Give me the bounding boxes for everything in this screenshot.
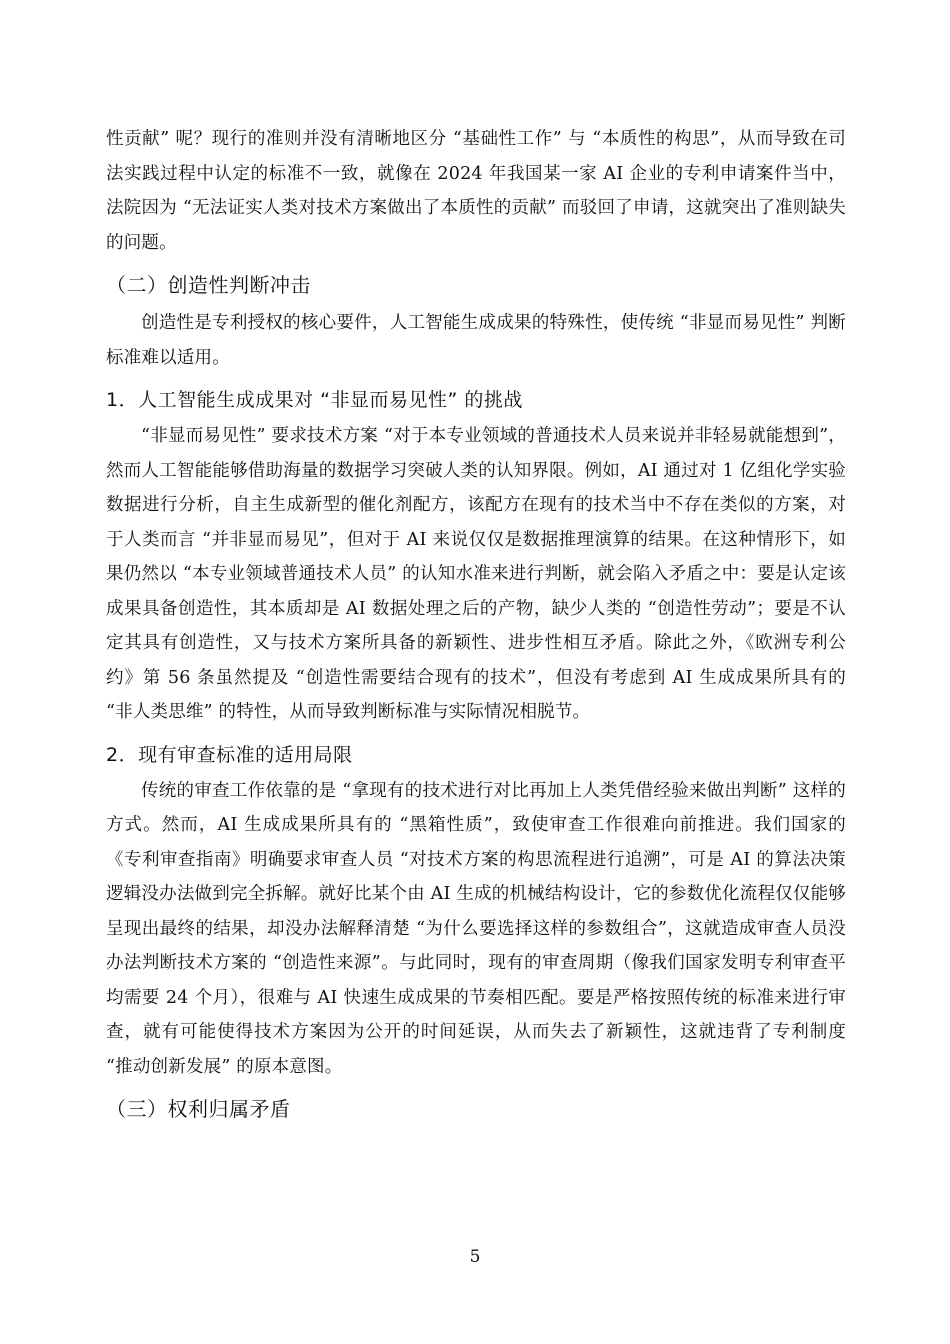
paragraph-examination-limits: 传统的审查工作依靠的是 “拿现有的技术进行对比再加上人类凭借经验来做出判断” 这样的方式。然而，AI 生成成果所具有的 “黑箱性质”，致使审查工作很难向前推进。我们国家的《专利审查指南》明确要求审查人员 “对技术方案的构思流程进行追溯”，可是 AI 的算法决策逻辑没办法做到完全拆解。就好比某个由 AI 生成的机械结构设计，它的参数优化流程仅仅能够呈现出最终的结果，却没办法解释清楚 “为什么要选择这样的参数组合”，这就造成审查人员没办法判断技术方案的 “创造性来源”。与此同时，现有的审查周期（像我们国家发明专利审查平均需要 24 个月），很难与 AI 快速生成成果的节奏相匹配。要是严格按照传统的标准来进行审查，就有可能使得技术方案因为公开的时间延误，从而失去了新颖性，这就违背了专利制度 “推动创新发展” 的原本意图。: [106, 780, 846, 1077]
section-heading-3: （三）权利归属矛盾: [106, 1097, 291, 1121]
paragraph-non-obviousness: “非显而易见性” 要求技术方案 “对于本专业领域的普通技术人员来说并非轻易就能想到”，然而人工智能能够借助海量的数据学习突破人类的认知界限。例如，AI 通过对 1 亿组化学实验数据进行分析，自主生成新型的催化剂配方，该配方在现有的技术当中不存在类似的方案，对于人类而言 “并非显而易见”，但对于 AI 来说仅仅是数据推理演算的结果。在这种情形下，如果仍然以 “本专业领域普通技术人员” 的认知水准来进行判断，就会陷入矛盾之中：要是认定该成果具备创造性，其本质却是 AI 数据处理之后的产物，缺少人类的 “创造性劳动”；要是不认定其具有创造性，又与技术方案所具备的新颖性、进步性相互矛盾。除此之外，《欧洲专利公约》第 56 条虽然提及 “创造性需要结合现有的技术”，但没有考虑到 AI 生成成果所具有的 “非人类思维” 的特性，从而导致判断标准与实际情况相脱节。: [106, 426, 846, 722]
subsection-heading-2: 2．现有审查标准的适用局限: [106, 743, 353, 766]
paragraph-creativity-intro: 创造性是专利授权的核心要件，人工智能生成成果的特殊性，使传统 “非显而易见性” 判断标准难以适用。: [106, 313, 846, 368]
page-body: [106, 122, 846, 1130]
section-heading-2: （二）创造性判断冲击: [106, 273, 311, 297]
page-number: 5: [469, 1247, 481, 1267]
paragraph-continued: 性贡献” 呢？现行的准则并没有清晰地区分 “基础性工作” 与 “本质性的构思”，从而导致在司法实践过程中认定的标准不一致，就像在 2024 年我国某一家 AI 企业的专利申请案件当中，法院因为 “无法证实人类对技术方案做出了本质性的贡献” 而驳回了申请，这就突出了准则缺失的问题。: [106, 129, 846, 253]
subsection-heading-1: 1．人工智能生成成果对 “非显而易见性” 的挑战: [106, 389, 523, 411]
